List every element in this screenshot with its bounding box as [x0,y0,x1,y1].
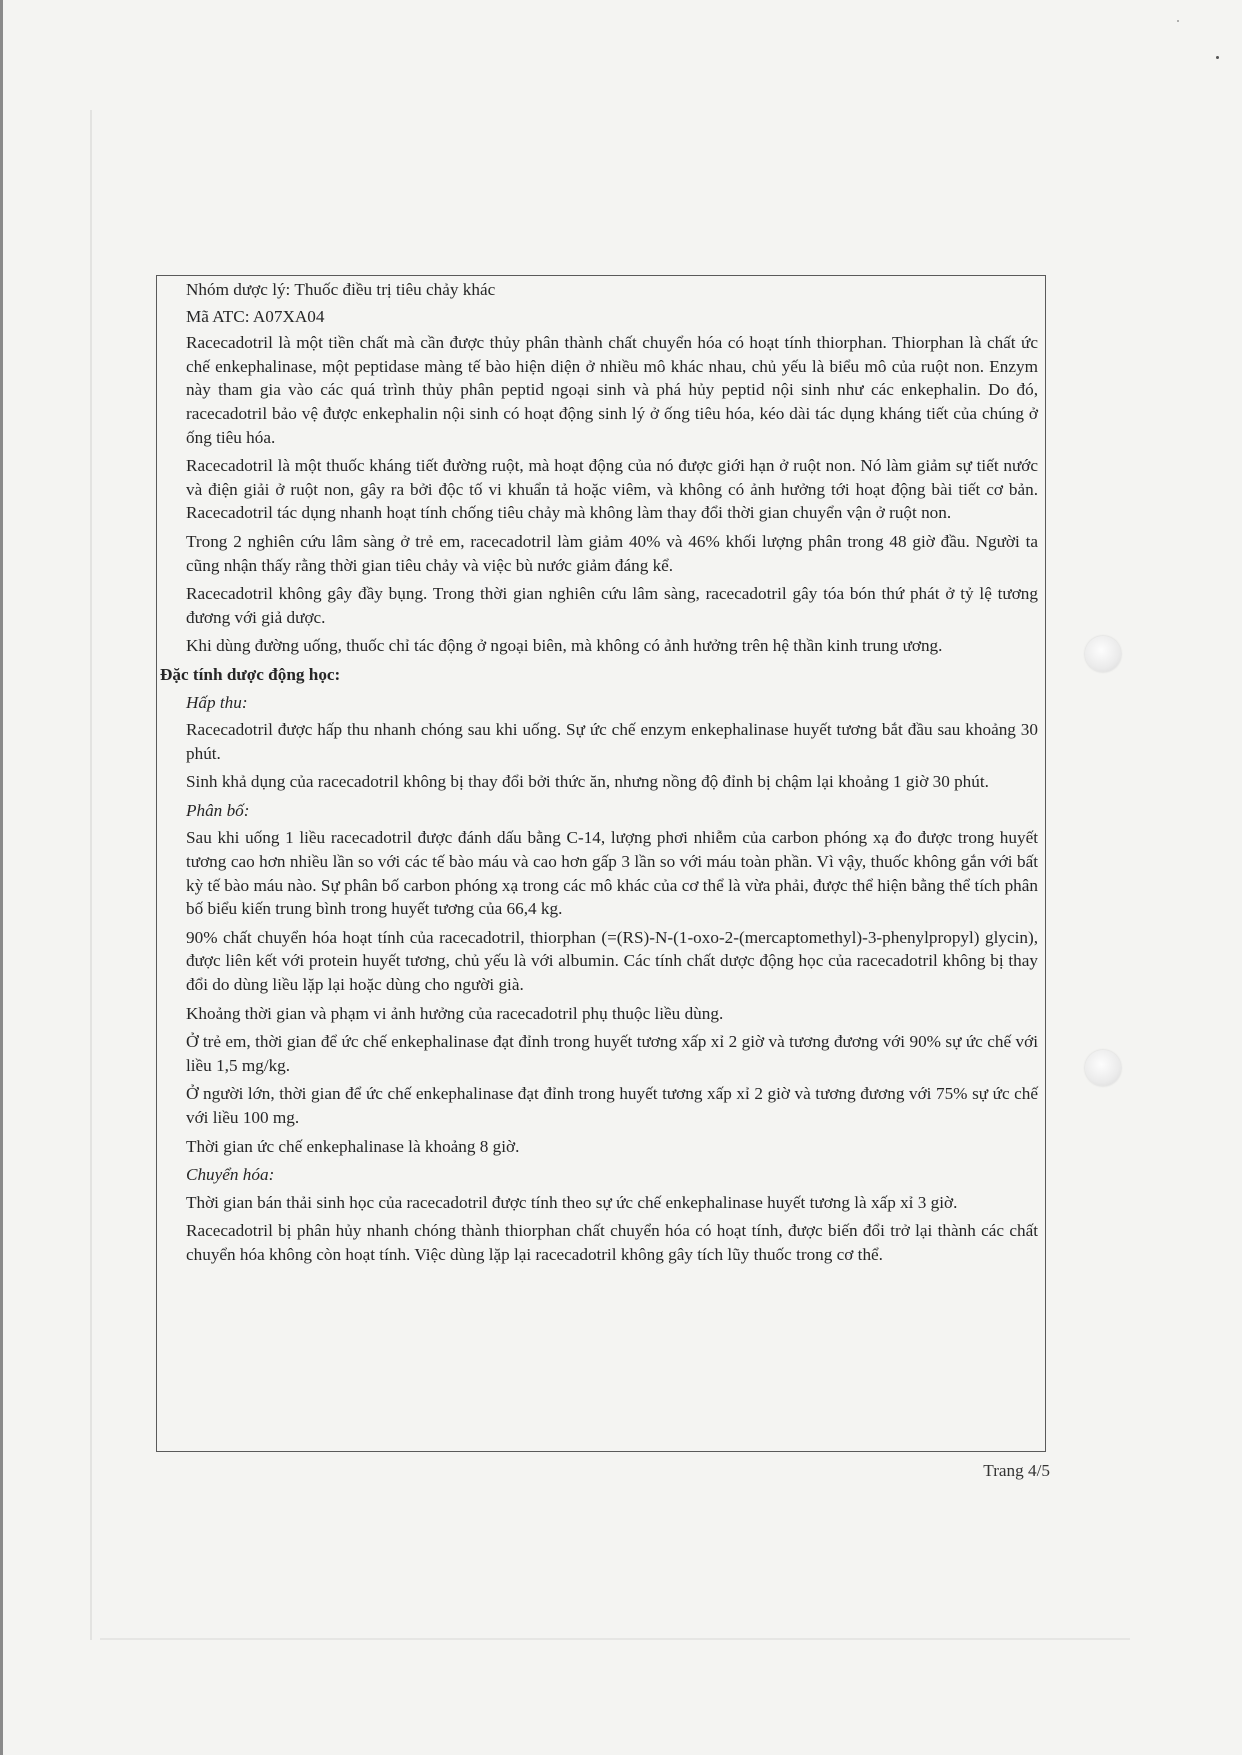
pharmacodynamics-paragraph: Trong 2 nghiên cứu lâm sàng ở trẻ em, racecadotril làm giảm 40% và 46% khối lượng phân trong 48 giờ đầu. Người ta cũng nhận thấy rằng thời gian tiêu chảy và việc bù nước giảm đáng kể. [186,531,1038,575]
atc-code: Mã ATC: A07XA04 [186,306,325,326]
metabolism-paragraph: Racecadotril bị phân hủy nhanh chóng thành thiorphan chất chuyển hóa có hoạt tính, được biến đổi trở lại thành các chất chuyển hóa không còn hoạt tính. Việc dùng lặp lại racecadotril không gây tích lũy thuốc trong cơ thể. [186,1221,1038,1264]
punch-hole [1085,636,1121,672]
metabolism-heading: Chuyển hóa: [186,1165,275,1185]
scan-bottom-line [100,1638,1130,1640]
pharmacodynamics-paragraph: Khi dùng đường uống, thuốc chỉ tác động ở ngoại biên, mà không có ảnh hưởng trên hệ thần kinh trung ương. [186,636,943,656]
distribution-paragraph: Ở trẻ em, thời gian để ức chế enkephalinase đạt đỉnh trong huyết tương xấp xỉ 2 giờ và tương đương với 90% sự ức chế với liều 1,5 mg/kg. [186,1032,1038,1075]
punch-hole [1085,1050,1121,1086]
distribution-paragraph: Thời gian ức chế enkephalinase là khoảng 8 giờ. [186,1136,520,1156]
pharmacodynamics-paragraph: Racecadotril là một thuốc kháng tiết đường ruột, mà hoạt động của nó được giới hạn ở ruột non. Nó làm giảm sự tiết nước và điện giải ở ruột non, gây ra bởi độc tố vi khuẩn tả hoặc viêm, và không có ảnh hưởng tới hoạt động bài tiết cơ bản. Racecadotril tác dụng nhanh hoạt tính chống tiêu chảy mà không làm thay đổi thời gian chuyển vận ở ruột non. [186,456,1038,523]
document-body [160,278,1038,1272]
metabolism-paragraph: Thời gian bán thải sinh học của racecadotril được tính theo sự ức chế enkephalinase huyết tương là xấp xỉ 3 giờ. [186,1192,958,1212]
scan-margin-line [90,110,92,1640]
page-number: Trang 4/5 [983,1461,1050,1480]
distribution-paragraph: Ở người lớn, thời gian để ức chế enkephalinase đạt đỉnh trong huyết tương xấp xỉ 2 giờ và tương đương với 75% sự ức chế với liều 100 mg. [186,1084,1038,1127]
pharmacodynamics-paragraph: Racecadotril là một tiền chất mà cần được thủy phân thành chất chuyển hóa có hoạt tính thiorphan. Thiorphan là chất ức chế enkephalinase, một peptidase màng tế bào hiện diện ở nhiều mô khác nhau, chủ yếu là biểu mô của ruột non. Enzym này tham gia vào các quá trình thủy phân peptid ngoại sinh và phá hủy peptid nội sinh như các enkephalin. Do đó, racecadotril bảo vệ được enkephalin nội sinh có hoạt động sinh lý ở ống tiêu hóa, kéo dài tác dụng kháng tiết của chúng ở ống tiêu hóa. [186,333,1038,447]
scan-speck [1177,20,1179,22]
absorption-paragraph: Racecadotril được hấp thu nhanh chóng sau khi uống. Sự ức chế enzym enkephalinase huyết tương bắt đầu sau khoảng 30 phút. [186,720,1038,763]
absorption-paragraph: Sinh khả dụng của racecadotril không bị thay đổi bởi thức ăn, nhưng nồng độ đỉnh bị chậm lại khoảng 1 giờ 30 phút. [186,772,989,792]
scan-left-edge [0,0,3,1755]
distribution-paragraph: Sau khi uống 1 liều racecadotril được đánh dấu bằng C-14, lượng phơi nhiễm của carbon phóng xạ đo được trong huyết tương cao hơn nhiều lần so với các tế bào máu và cao hơn gấp 3 lần so với máu toàn phần. Vì vậy, thuốc không gắn với bất kỳ tế bào máu nào. Sự phân bố carbon phóng xạ trong các mô khác của cơ thể là vừa phải, được thể hiện bằng thể tích phân bố biểu kiến trung bình trong huyết tương của 66,4 kg. [186,828,1038,919]
distribution-heading: Phân bố: [186,800,250,820]
scan-speck [1216,56,1219,59]
pharmacologic-group: Nhóm dược lý: Thuốc điều trị tiêu chảy khác [186,280,496,299]
distribution-paragraph: 90% chất chuyển hóa hoạt tính của racecadotril, thiorphan (=(RS)-N-(1-oxo-2-(mercaptomethyl)-3-phenylpropyl) glycin), được liên kết với protein huyết tương, chủ yếu là với albumin. Các tính chất dược động học của racecadotril không bị thay đổi do dùng liều lặp lại hoặc dùng cho người già. [186,927,1038,995]
distribution-paragraph: Khoảng thời gian và phạm vi ảnh hưởng của racecadotril phụ thuộc liều dùng. [186,1003,724,1023]
pharmacodynamics-paragraph: Racecadotril không gây đầy bụng. Trong thời gian nghiên cứu lâm sàng, racecadotril gây tóa bón thứ phát ở tỷ lệ tương đương với giả dược. [186,584,1038,627]
pharmacokinetics-heading: Đặc tính dược động học: [160,664,341,684]
absorption-heading: Hấp thu: [186,692,248,712]
